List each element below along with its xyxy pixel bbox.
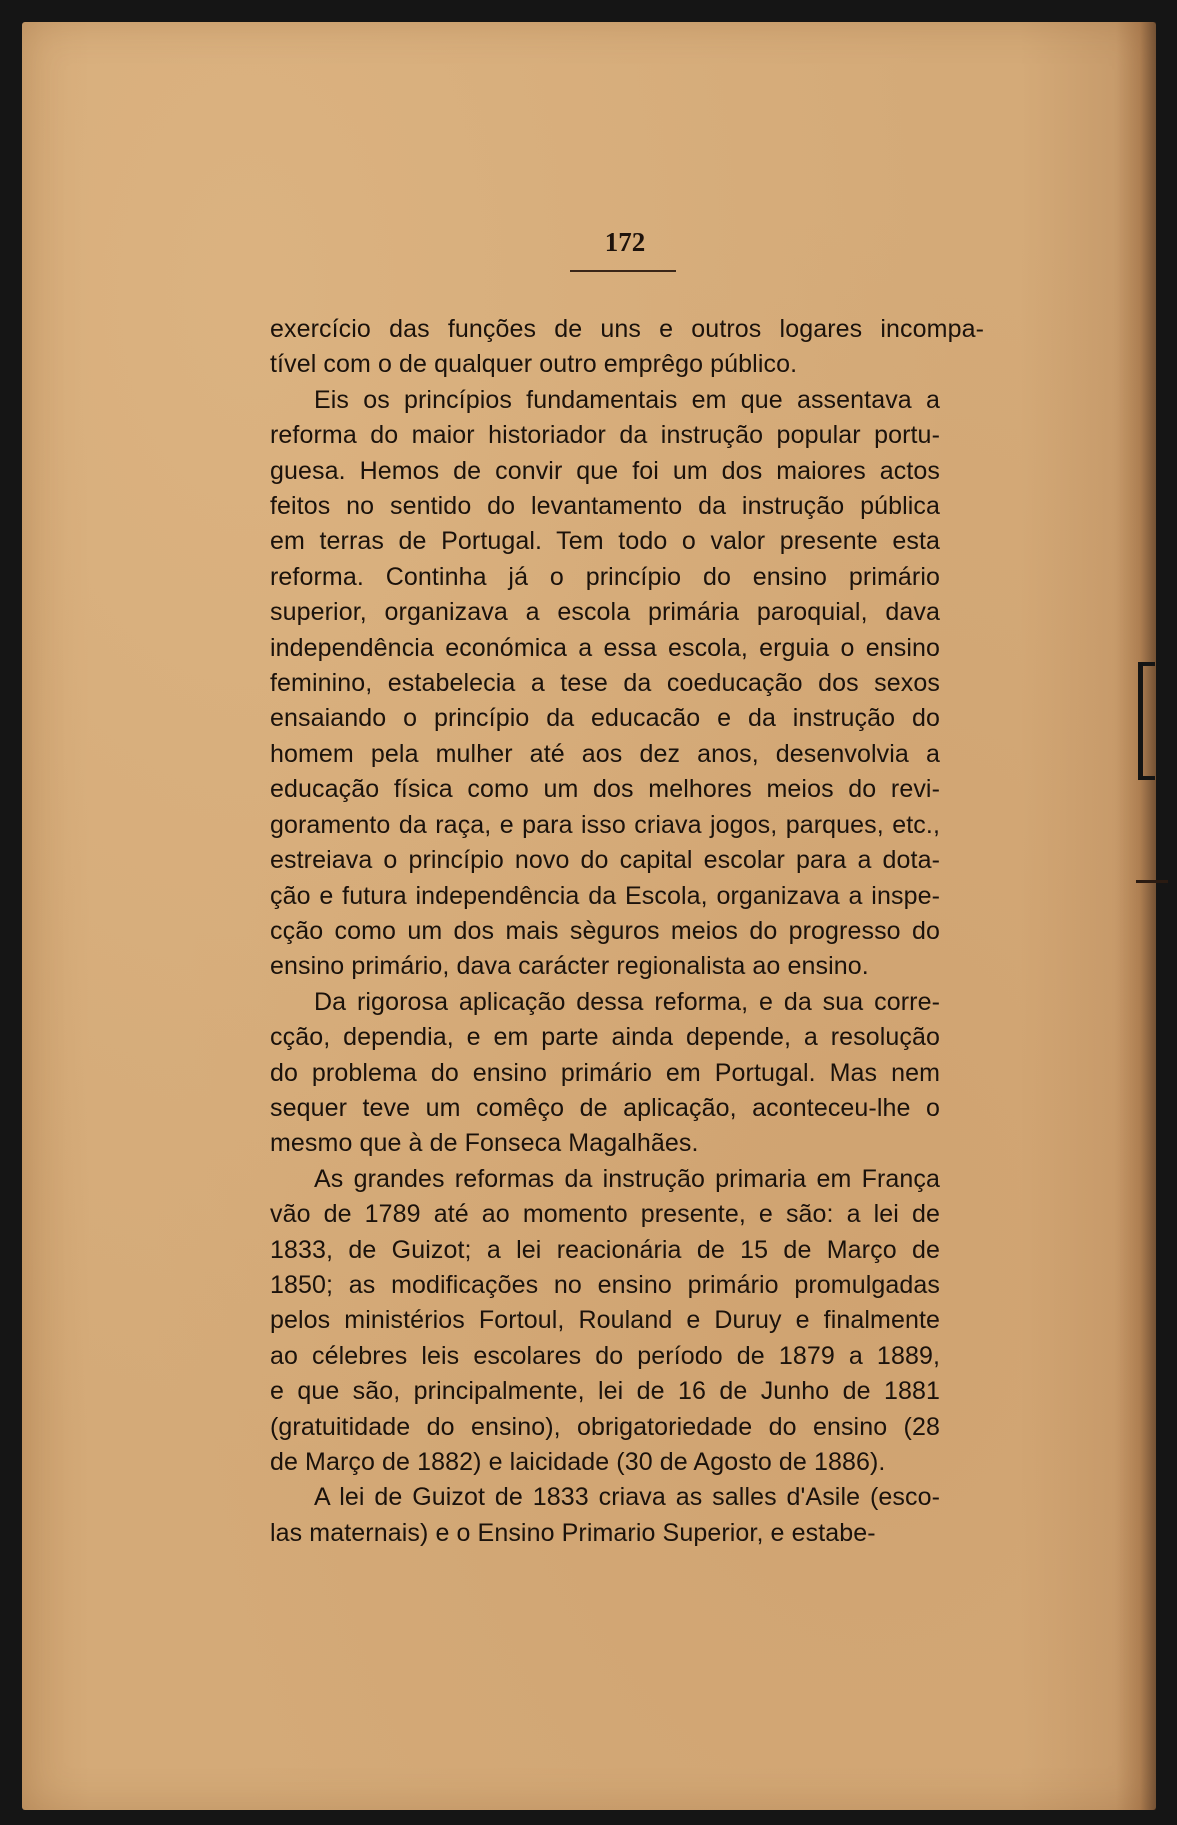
paragraph	[270, 312, 984, 383]
text-line: sequer teve um comêço de aplicação, aconteceu-lhe o	[270, 1093, 940, 1122]
text-line: mesmo que à de Fonseca Magalhães.	[270, 1129, 699, 1158]
text-line: e que são, principalmente, lei de 16 de Junho de 1881	[270, 1377, 940, 1406]
text-line: ção e futura independência da Escola, organizava a inspe-	[270, 881, 940, 910]
text-line: em terras de Portugal. Tem todo o valor presente esta	[270, 527, 940, 556]
text-line: reforma do maior historiador da instrução popular portu-	[270, 421, 940, 450]
text-line: educação física como um dos melhores meios do revi-	[270, 775, 940, 804]
text-line: feminino, estabelecia a tese da coeducação dos sexos	[270, 669, 940, 698]
text-line: feitos no sentido do levantamento da instrução pública	[270, 492, 940, 521]
text-line: ao célebres leis escolares do período de 1879 a 1889,	[270, 1341, 940, 1370]
page-spine-shadow	[1116, 22, 1156, 1810]
text-line: independência económica a essa escola, erguia o ensino	[270, 633, 940, 662]
text-line: goramento da raça, e para isso criava jogos, parques, etc.,	[270, 810, 940, 839]
text-line: tível com o de qualquer outro emprêgo público.	[270, 350, 798, 379]
text-line: reforma. Continha já o princípio do ensino primário	[270, 562, 940, 591]
text-line: superior, organizava a escola primária paroquial, dava	[270, 598, 940, 627]
body-text	[270, 312, 984, 1551]
text-line: homem pela mulher até aos dez anos, desenvolvia a	[270, 739, 940, 768]
text-line: estreiava o princípio novo do capital escolar para a dota-	[270, 846, 940, 875]
text-line: exercício das funções de uns e outros logares incompa-	[270, 315, 984, 343]
text-line: guesa. Hemos de convir que foi um dos maiores actos	[270, 456, 940, 485]
text-line: ensaiando o princípio da educacão e da instrução do	[270, 704, 940, 733]
text-line: cção como um dos mais sèguros meios do progresso do	[270, 916, 940, 945]
page-number-rule	[570, 270, 676, 272]
page-number: 172	[604, 227, 646, 257]
text-line: vão de 1789 até ao momento presente, e são: a lei de	[270, 1200, 940, 1229]
margin-bracket-mark	[1138, 662, 1155, 780]
text-line: A lei de Guizot de 1833 criava as salles d'Asile (esco-	[314, 1483, 940, 1512]
paragraph	[270, 1480, 984, 1551]
text-line: ensino primário, dava carácter regionalista ao ensino.	[270, 952, 869, 981]
text-line: Eis os princípios fundamentais em que assentava a	[314, 385, 940, 414]
text-line: 1833, de Guizot; a lei reacionária de 15 de Março de	[270, 1235, 940, 1264]
paragraph	[270, 383, 984, 985]
paragraph	[270, 1162, 984, 1481]
text-line: do problema do ensino primário em Portugal. Mas nem	[270, 1058, 940, 1087]
book-page	[22, 22, 1156, 1810]
text-line: Da rigorosa aplicação dessa reforma, e da sua corre-	[314, 987, 940, 1016]
text-line: 1850; as modificações no ensino primário promulgadas	[270, 1270, 940, 1299]
text-line: las maternais) e o Ensino Primario Superior, e estabe-	[270, 1518, 876, 1547]
text-line: pelos ministérios Fortoul, Rouland e Duruy e finalmente	[270, 1306, 940, 1335]
text-line: de Março de 1882) e laicidade (30 de Agosto de 1886).	[270, 1448, 886, 1476]
text-line: cção, dependia, e em parte ainda depende, a resolução	[270, 1023, 940, 1052]
text-line: (gratuitidade do ensino), obrigatoriedade do ensino (28	[270, 1412, 940, 1441]
margin-dash-mark	[1136, 880, 1168, 883]
text-line: As grandes reformas da instrução primaria em França	[314, 1164, 940, 1193]
paragraph	[270, 985, 984, 1162]
